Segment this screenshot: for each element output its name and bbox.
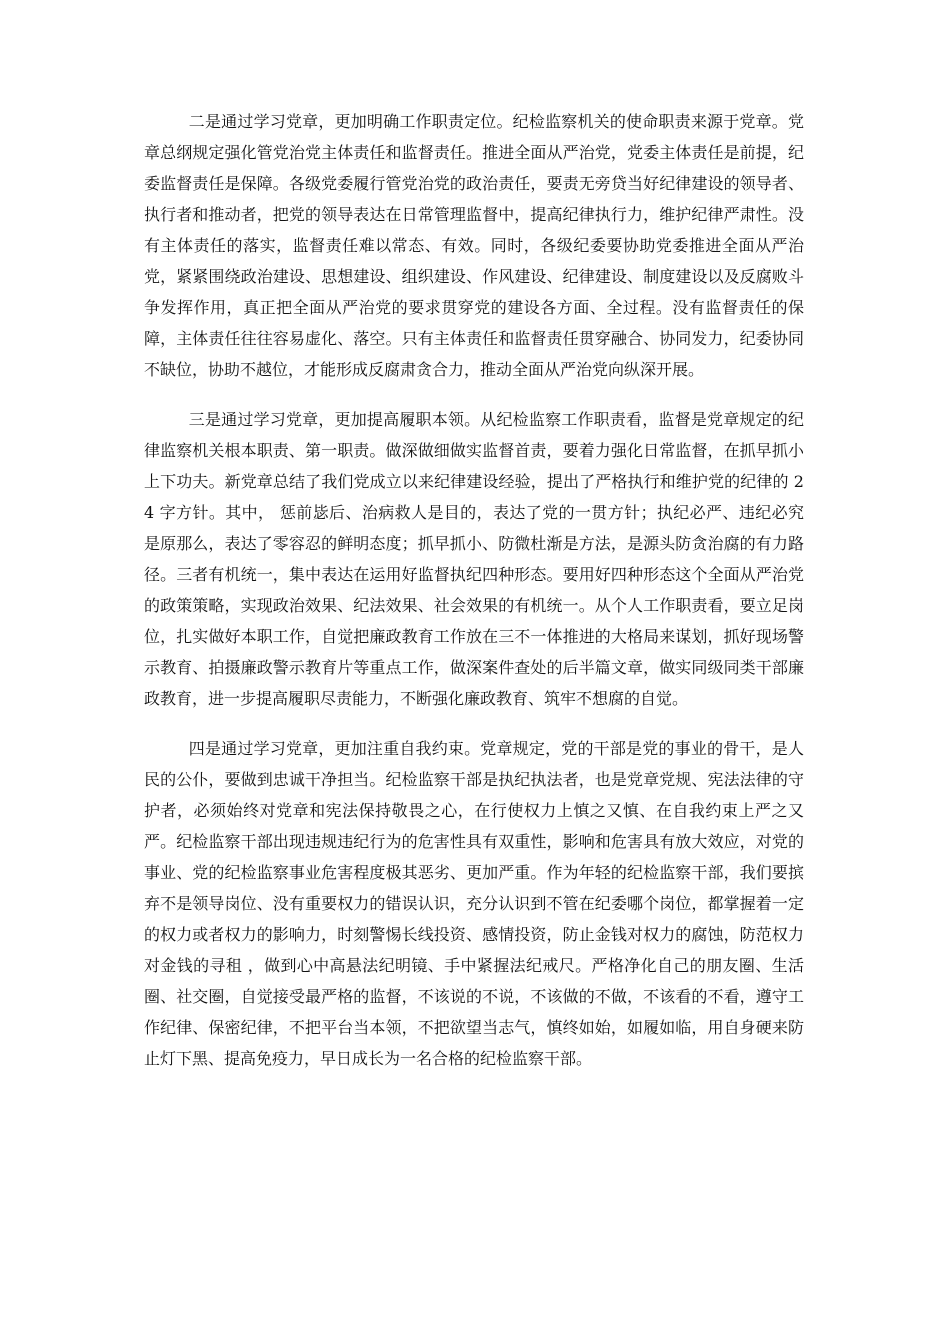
paragraph-duty-positioning: 二是通过学习党章，更加明确工作职责定位。纪检监察机关的使命职责来源于党章。党章总纲规定强化管党治党主体责任和监督责任。推进全面从严治党，党委主体责任是前提，纪委监督责任是保障。各级党委履行管党治党的政治责任，要责无旁贷当好纪律建设的领导者、执行者和推动者，把党的领导表达在日常管理监督中，提高纪律执行力，维护纪律严肃性。没有主体责任的落实，监督责任难以常态、有效。同时，各级纪委要协助党委推进全面从严治党，紧紧围绕政治建设、思想建设、组织建设、作风建设、纪律建设、制度建设以及反腐败斗争发挥作用，真正把全面从严治党的要求贯穿党的建设各方面、全过程。没有监督责任的保障，主体责任往往容易虚化、落空。只有主体责任和监督责任贯穿融合、协同发力，纪委协同不缺位，协助不越位，才能形成反腐肃贪合力，推动全面从严治党向纵深开展。 [144, 112, 804, 379]
document-body [144, 106, 804, 1093]
paragraph-performance-ability: 三是通过学习党章，更加提高履职本领。从纪检监察工作职责看，监督是党章规定的纪律监察机关根本职责、第一职责。做深做细做实监督首责，要着力强化日常监督，在抓早抓小上下功夫。新党章总结了我们党成立以来纪律建设经验，提出了严格执行和维护党的纪律的 24 字方针。其中， 惩前毖后、治病救人是目的，表达了党的一贯方针；执纪必严、违纪必究是原那么，表达了零容忍的鲜明态度；抓早抓小、防微杜渐是方法，是源头防贪治腐的有力路径。三者有机统一，集中表达在运用好监督执纪四种形态。要用好四种形态这个全面从严治党的政策策略，实现政治效果、纪法效果、社会效果的有机统一。从个人工作职责看，要立足岗位，扎实做好本职工作，自觉把廉政教育工作放在三不一体推进的大格局来谋划，抓好现场警示教育、拍摄廉政警示教育片等重点工作，做深案件查处的后半篇文章，做实同级同类干部廉政教育，进一步提高履职尽责能力，不断强化廉政教育、筑牢不想腐的自觉。 [144, 410, 804, 708]
paragraph-self-discipline: 四是通过学习党章，更加注重自我约束。党章规定，党的干部是党的事业的骨干，是人民的公仆，要做到忠诚干净担当。纪检监察干部是执纪执法者，也是党章党规、宪法法律的守护者，必须始终对党章和宪法保持敬畏之心，在行使权力上慎之又慎、在自我约束上严之又严。纪检监察干部出现违规违纪行为的危害性具有双重性，影响和危害具有放大效应，对党的事业、党的纪检监察事业危害程度极其恶劣、更加严重。作为年轻的纪检监察干部，我们要摈弃不是领导岗位、没有重要权力的错误认识，充分认识到不管在纪委哪个岗位，都掌握着一定的权力或者权力的影响力，时刻警惕长线投资、感情投资，防止金钱对权力的腐蚀，防范权力对金钱的寻租 ，做到心中高悬法纪明镜、手中紧握法纪戒尺。严格净化自己的朋友圈、生活圈、社交圈，自觉接受最严格的监督，不该说的不说，不该做的不做，不该看的不看，遵守工作纪律、保密纪律，不把平台当本领，不把欲望当志气，慎终如始，如履如临，用自身硬来防止灯下黑、提高免疫力，早日成长为一名合格的纪检监察干部。 [144, 739, 804, 1068]
